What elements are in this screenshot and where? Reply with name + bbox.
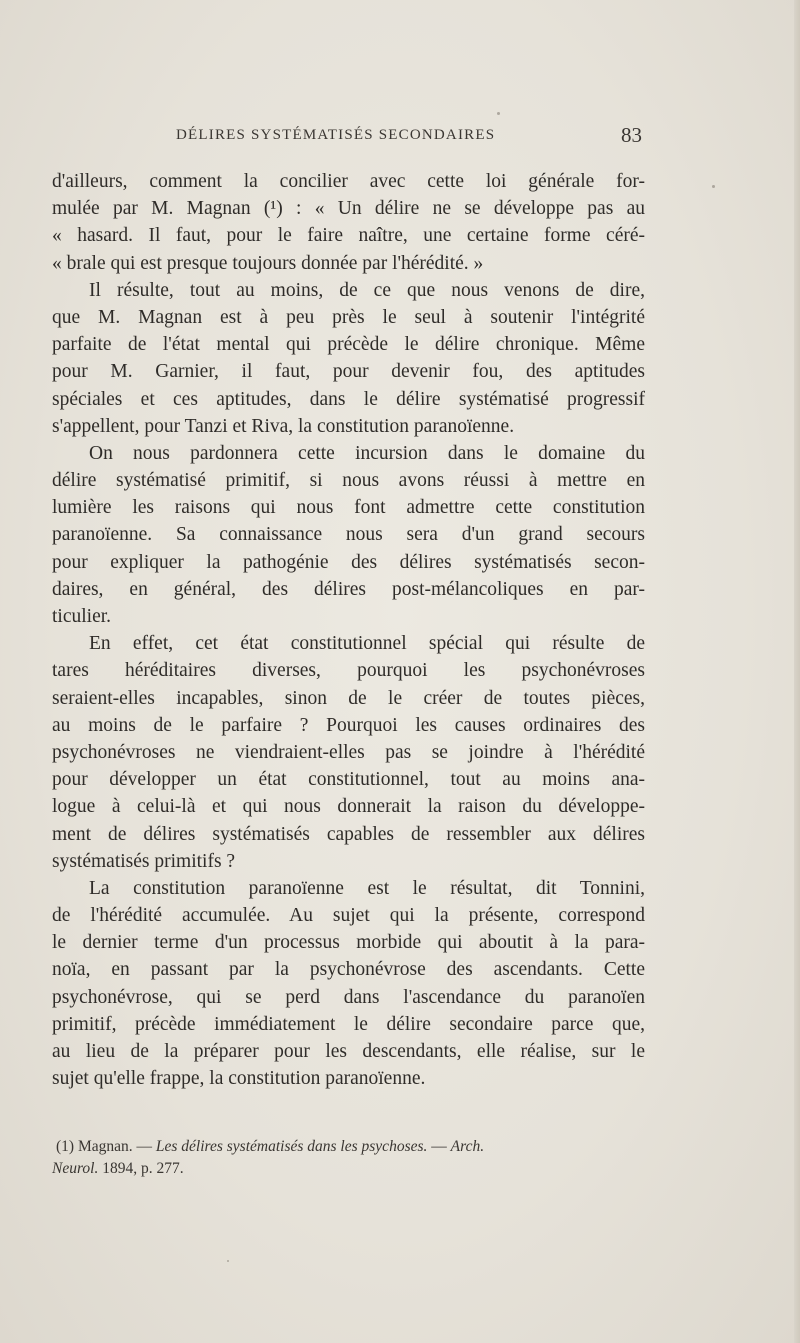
text-line: ment de délires systématisés capables de ressembler aux délires	[52, 823, 645, 845]
text-line: s'appellent, pour Tanzi et Riva, la constitution paranoïenne.	[52, 415, 515, 437]
footnote-line	[52, 1136, 652, 1158]
text-line: « brale qui est presque toujours donnée par l'hérédité. »	[52, 252, 484, 274]
text-line: pour développer un état constitutionnel, tout au moins ana-	[52, 769, 645, 791]
paper-speck	[227, 1260, 229, 1262]
text-line: sujet qu'elle frappe, la constitution paranoïenne.	[52, 1068, 426, 1090]
text-line: d'ailleurs, comment la concilier avec cette loi générale for-	[52, 171, 645, 192]
text-line: au moins de le parfaire ? Pourquoi les causes ordinaires des	[52, 714, 645, 736]
footnote-journal: Arch.	[450, 1138, 485, 1155]
text-line: parfaite de l'état mental qui précède le délire chronique. Même	[52, 334, 645, 356]
text-line: daires, en général, des délires post-mélancoliques en par-	[52, 578, 645, 600]
paragraph-start-line: Il résulte, tout au moins, de ce que nous venons de dire,	[89, 279, 645, 301]
footnote-title: Les délires systématisés dans les psychoses.	[155, 1138, 428, 1155]
page-header	[0, 120, 800, 150]
text-line: au lieu de la préparer pour les descendants, elle réalise, sur le	[52, 1041, 645, 1062]
text-line: systématisés primitifs ?	[52, 850, 236, 872]
paragraph-start-line: On nous pardonnera cette incursion dans le domaine du	[89, 442, 645, 464]
footnote-line	[52, 1158, 652, 1180]
body-text	[52, 168, 645, 1092]
text-line: ticulier.	[52, 606, 112, 627]
text-line: logue à celui-là et qui nous donnerait la raison du développe-	[52, 796, 645, 818]
footnote-author: Magnan. —	[77, 1138, 152, 1155]
text-line: « hasard. Il faut, pour le faire naître, une certaine forme céré-	[52, 225, 645, 247]
text-line: mulée par M. Magnan (¹) : « Un délire ne se développe pas au	[52, 198, 645, 220]
running-title: DÉLIRES SYSTÉMATISÉS SECONDAIRES	[176, 127, 496, 143]
text-line: délire systématisé primitif, si nous avons réussi à mettre en	[52, 470, 645, 492]
text-line: pour expliquer la pathogénie des délires systématisés secon-	[52, 551, 645, 573]
text-line: primitif, précède immédiatement le délire secondaire parce que,	[52, 1013, 645, 1035]
text-line: le dernier terme d'un processus morbide qui aboutit à la para-	[52, 932, 645, 954]
page-number: 83	[621, 123, 642, 147]
text-line: psychonévrose, qui se perd dans l'ascendance du paranoïen	[52, 986, 645, 1008]
text-line: spéciales et ces aptitudes, dans le délire systématisé progressif	[52, 388, 645, 410]
paragraph-start-line: En effet, cet état constitutionnel spécial qui résulte de	[89, 633, 645, 655]
text-line: tares héréditaires diverses, pourquoi les psychonévroses	[52, 660, 645, 682]
text-line: noïa, en passant par la psychonévrose des ascendants. Cette	[52, 959, 645, 981]
paragraph-start-line: La constitution paranoïenne est le résultat, dit Tonnini,	[89, 877, 645, 899]
text-line: de l'hérédité accumulée. Au sujet qui la présente, correspond	[52, 905, 645, 927]
footnote-journal-cont: Neurol.	[52, 1160, 99, 1177]
paper-speck	[712, 185, 715, 188]
text-line: seraient-elles incapables, sinon de le créer de toutes pièces,	[52, 687, 645, 709]
text-line: lumière les raisons qui nous font admettre cette constitution	[52, 497, 645, 519]
footnote	[52, 1136, 652, 1180]
text-line: paranoïenne. Sa connaissance nous sera d'un grand secours	[52, 524, 645, 546]
page-edge	[794, 0, 800, 1343]
text-line: que M. Magnan est à peu près le seul à soutenir l'intégrité	[52, 306, 645, 328]
footnote-citation: 1894, p. 277.	[102, 1160, 184, 1177]
text-line: psychonévroses ne viendraient-elles pas se joindre à l'hérédité	[52, 741, 645, 763]
footnote-separator: —	[431, 1138, 447, 1155]
footnote-marker: (1)	[56, 1138, 75, 1155]
paper-speck	[497, 112, 500, 115]
text-line: pour M. Garnier, il faut, pour devenir fou, des aptitudes	[52, 361, 645, 383]
